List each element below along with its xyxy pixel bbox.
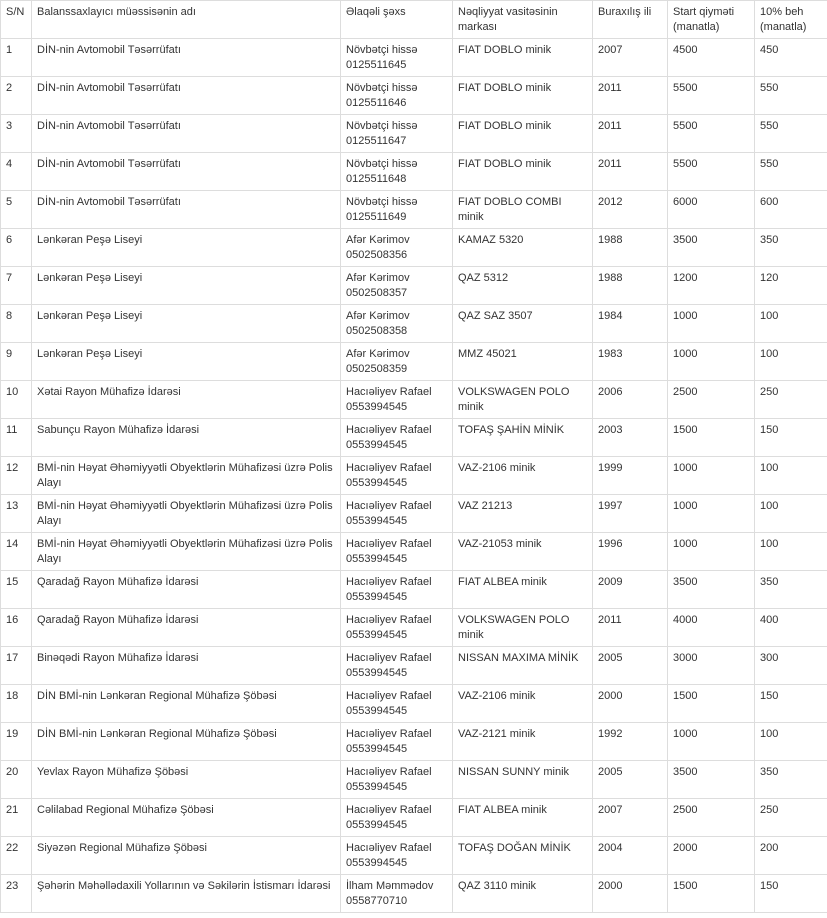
table-row xyxy=(1,609,827,647)
cell-start-price: 3500 xyxy=(668,761,755,799)
cell-contact xyxy=(341,191,453,229)
table-row xyxy=(1,343,827,381)
cell-vehicle-brand: VAZ-2106 minik xyxy=(453,685,593,723)
cell-year: 2012 xyxy=(593,191,668,229)
header-sn: S/N xyxy=(1,1,32,39)
cell-organization: BMİ-nin Həyat Əhəmiyyətli Obyektlərin Mühafizəsi üzrə Polis Alayı xyxy=(32,457,341,495)
cell-start-price: 5500 xyxy=(668,77,755,115)
cell-organization: DİN-nin Avtomobil Təsərrüfatı xyxy=(32,39,341,77)
cell-start-price: 1000 xyxy=(668,457,755,495)
cell-sn: 22 xyxy=(1,837,32,875)
cell-start-price: 1500 xyxy=(668,875,755,913)
table-row xyxy=(1,761,827,799)
cell-sn: 6 xyxy=(1,229,32,267)
contact-name: Hacıəliyev Rafael xyxy=(346,538,432,550)
cell-start-price: 1200 xyxy=(668,267,755,305)
cell-start-price: 1000 xyxy=(668,343,755,381)
cell-contact xyxy=(341,267,453,305)
cell-deposit: 100 xyxy=(755,343,827,381)
contact-phone: 0125511648 xyxy=(346,173,407,185)
contact-name: Hacıəliyev Rafael xyxy=(346,652,432,664)
contact-phone: 0553994545 xyxy=(346,629,408,641)
cell-start-price: 3500 xyxy=(668,571,755,609)
cell-start-price: 5500 xyxy=(668,153,755,191)
cell-start-price: 1000 xyxy=(668,723,755,761)
cell-deposit: 150 xyxy=(755,875,827,913)
cell-start-price: 2500 xyxy=(668,381,755,419)
cell-contact xyxy=(341,39,453,77)
cell-year: 2007 xyxy=(593,39,668,77)
cell-deposit: 100 xyxy=(755,305,827,343)
cell-organization: BMİ-nin Həyat Əhəmiyyətli Obyektlərin Mühafizəsi üzrə Polis Alayı xyxy=(32,495,341,533)
cell-organization: Lənkəran Peşə Liseyi xyxy=(32,305,341,343)
cell-vehicle-brand: FIAT DOBLO minik xyxy=(453,115,593,153)
contact-name: Afər Kərimov xyxy=(346,234,410,246)
cell-start-price: 2500 xyxy=(668,799,755,837)
contact-phone: 0553994545 xyxy=(346,743,408,755)
cell-vehicle-brand: VAZ-2106 minik xyxy=(453,457,593,495)
cell-year: 2000 xyxy=(593,685,668,723)
cell-contact xyxy=(341,381,453,419)
cell-deposit: 550 xyxy=(755,77,827,115)
cell-contact xyxy=(341,723,453,761)
cell-contact xyxy=(341,533,453,571)
cell-sn: 14 xyxy=(1,533,32,571)
cell-year: 2005 xyxy=(593,761,668,799)
table-row xyxy=(1,419,827,457)
cell-vehicle-brand: VAZ-21053 minik xyxy=(453,533,593,571)
cell-vehicle-brand: FIAT DOBLO minik xyxy=(453,153,593,191)
table-row xyxy=(1,305,827,343)
cell-sn: 9 xyxy=(1,343,32,381)
cell-deposit: 350 xyxy=(755,229,827,267)
table-row xyxy=(1,495,827,533)
cell-organization: Siyəzən Regional Mühafizə Şöbəsi xyxy=(32,837,341,875)
cell-vehicle-brand: FIAT DOBLO minik xyxy=(453,77,593,115)
table-row xyxy=(1,837,827,875)
cell-deposit: 150 xyxy=(755,685,827,723)
cell-deposit: 250 xyxy=(755,799,827,837)
cell-organization: BMİ-nin Həyat Əhəmiyyətli Obyektlərin Mühafizəsi üzrə Polis Alayı xyxy=(32,533,341,571)
contact-phone: 0125511645 xyxy=(346,59,407,71)
cell-sn: 7 xyxy=(1,267,32,305)
table-row xyxy=(1,39,827,77)
contact-phone: 0553994545 xyxy=(346,439,408,451)
cell-vehicle-brand: FIAT DOBLO minik xyxy=(453,39,593,77)
header-contact: Əlaqəli şəxs xyxy=(341,1,453,39)
cell-contact xyxy=(341,495,453,533)
cell-deposit: 120 xyxy=(755,267,827,305)
cell-deposit: 100 xyxy=(755,723,827,761)
cell-sn: 8 xyxy=(1,305,32,343)
cell-deposit: 100 xyxy=(755,495,827,533)
contact-name: Növbətçi hissə xyxy=(346,82,418,94)
contact-name: Hacıəliyev Rafael xyxy=(346,728,432,740)
cell-organization: Xətai Rayon Mühafizə İdarəsi xyxy=(32,381,341,419)
cell-start-price: 6000 xyxy=(668,191,755,229)
contact-name: Hacıəliyev Rafael xyxy=(346,424,432,436)
cell-sn: 21 xyxy=(1,799,32,837)
cell-year: 2000 xyxy=(593,875,668,913)
contact-name: Hacıəliyev Rafael xyxy=(346,804,432,816)
cell-deposit: 450 xyxy=(755,39,827,77)
cell-start-price: 5500 xyxy=(668,115,755,153)
table-row xyxy=(1,457,827,495)
contact-phone: 0553994545 xyxy=(346,857,408,869)
cell-deposit: 600 xyxy=(755,191,827,229)
contact-phone: 0125511647 xyxy=(346,135,407,147)
cell-year: 1983 xyxy=(593,343,668,381)
contact-phone: 0553994545 xyxy=(346,553,408,565)
contact-name: Afər Kərimov xyxy=(346,310,410,322)
cell-deposit: 150 xyxy=(755,419,827,457)
header-organization: Balanssaxlayıcı müəssisənin adı xyxy=(32,1,341,39)
cell-vehicle-brand: KAMAZ 5320 xyxy=(453,229,593,267)
cell-year: 1992 xyxy=(593,723,668,761)
contact-name: Hacıəliyev Rafael xyxy=(346,766,432,778)
cell-contact xyxy=(341,647,453,685)
cell-year: 1999 xyxy=(593,457,668,495)
cell-sn: 1 xyxy=(1,39,32,77)
table-row xyxy=(1,153,827,191)
cell-organization: DİN BMİ-nin Lənkəran Regional Mühafizə Şöbəsi xyxy=(32,685,341,723)
cell-sn: 5 xyxy=(1,191,32,229)
header-deposit: 10% beh (manatla) xyxy=(755,1,827,39)
cell-organization: Qaradağ Rayon Mühafizə İdarəsi xyxy=(32,571,341,609)
table-row xyxy=(1,229,827,267)
cell-start-price: 4000 xyxy=(668,609,755,647)
cell-contact xyxy=(341,457,453,495)
cell-year: 2004 xyxy=(593,837,668,875)
contact-phone: 0125511646 xyxy=(346,97,407,109)
cell-sn: 19 xyxy=(1,723,32,761)
cell-deposit: 250 xyxy=(755,381,827,419)
cell-vehicle-brand: VAZ 21213 xyxy=(453,495,593,533)
cell-contact xyxy=(341,153,453,191)
cell-start-price: 3500 xyxy=(668,229,755,267)
cell-start-price: 3000 xyxy=(668,647,755,685)
cell-sn: 3 xyxy=(1,115,32,153)
cell-vehicle-brand: VOLKSWAGEN POLO minik xyxy=(453,381,593,419)
cell-organization: Lənkəran Peşə Liseyi xyxy=(32,343,341,381)
cell-start-price: 1500 xyxy=(668,685,755,723)
table-row xyxy=(1,799,827,837)
table-body xyxy=(1,39,827,913)
cell-sn: 10 xyxy=(1,381,32,419)
table-header-row xyxy=(1,1,827,39)
cell-start-price: 1500 xyxy=(668,419,755,457)
contact-phone: 0553994545 xyxy=(346,819,408,831)
cell-vehicle-brand: FIAT ALBEA minik xyxy=(453,799,593,837)
contact-phone: 0502508358 xyxy=(346,325,408,337)
cell-vehicle-brand: FIAT ALBEA minik xyxy=(453,571,593,609)
table-row xyxy=(1,533,827,571)
contact-name: Hacıəliyev Rafael xyxy=(346,500,432,512)
cell-organization: Cəlilabad Regional Mühafizə Şöbəsi xyxy=(32,799,341,837)
cell-vehicle-brand: VAZ-2121 minik xyxy=(453,723,593,761)
cell-contact xyxy=(341,571,453,609)
cell-deposit: 350 xyxy=(755,571,827,609)
table-row xyxy=(1,115,827,153)
table-row xyxy=(1,77,827,115)
contact-name: Hacıəliyev Rafael xyxy=(346,690,432,702)
contact-name: Növbətçi hissə xyxy=(346,158,418,170)
cell-organization: DİN-nin Avtomobil Təsərrüfatı xyxy=(32,115,341,153)
cell-year: 1984 xyxy=(593,305,668,343)
cell-year: 2005 xyxy=(593,647,668,685)
cell-vehicle-brand: VOLKSWAGEN POLO minik xyxy=(453,609,593,647)
cell-sn: 2 xyxy=(1,77,32,115)
cell-year: 2006 xyxy=(593,381,668,419)
cell-organization: DİN-nin Avtomobil Təsərrüfatı xyxy=(32,191,341,229)
cell-vehicle-brand: QAZ SAZ 3507 xyxy=(453,305,593,343)
cell-organization: Yevlax Rayon Mühafizə Şöbəsi xyxy=(32,761,341,799)
contact-name: Hacıəliyev Rafael xyxy=(346,386,432,398)
cell-start-price: 2000 xyxy=(668,837,755,875)
cell-vehicle-brand: NISSAN MAXIMA MİNİK xyxy=(453,647,593,685)
contact-phone: 0502508359 xyxy=(346,363,408,375)
cell-year: 1988 xyxy=(593,267,668,305)
contact-phone: 0502508357 xyxy=(346,287,408,299)
cell-year: 2011 xyxy=(593,115,668,153)
cell-vehicle-brand: NISSAN SUNNY minik xyxy=(453,761,593,799)
cell-vehicle-brand: QAZ 3110 minik xyxy=(453,875,593,913)
cell-year: 2003 xyxy=(593,419,668,457)
cell-deposit: 300 xyxy=(755,647,827,685)
contact-name: Hacıəliyev Rafael xyxy=(346,842,432,854)
cell-sn: 13 xyxy=(1,495,32,533)
contact-phone: 0553994545 xyxy=(346,667,408,679)
cell-sn: 20 xyxy=(1,761,32,799)
cell-organization: Şəhərin Məhəllədaxili Yollarının və Səkilərin İstismarı İdarəsi xyxy=(32,875,341,913)
contact-phone: 0502508356 xyxy=(346,249,408,261)
cell-year: 2011 xyxy=(593,609,668,647)
cell-organization: Lənkəran Peşə Liseyi xyxy=(32,267,341,305)
cell-sn: 17 xyxy=(1,647,32,685)
contact-name: Afər Kərimov xyxy=(346,348,410,360)
cell-deposit: 100 xyxy=(755,533,827,571)
cell-start-price: 1000 xyxy=(668,305,755,343)
cell-organization: Binəqədi Rayon Mühafizə İdarəsi xyxy=(32,647,341,685)
cell-deposit: 400 xyxy=(755,609,827,647)
cell-sn: 11 xyxy=(1,419,32,457)
cell-organization: Lənkəran Peşə Liseyi xyxy=(32,229,341,267)
table-row xyxy=(1,685,827,723)
table-row xyxy=(1,571,827,609)
contact-name: Növbətçi hissə xyxy=(346,196,418,208)
cell-year: 2007 xyxy=(593,799,668,837)
cell-contact xyxy=(341,77,453,115)
cell-start-price: 4500 xyxy=(668,39,755,77)
contact-phone: 0558770710 xyxy=(346,895,408,907)
table-row xyxy=(1,267,827,305)
header-year: Buraxılış ili xyxy=(593,1,668,39)
table-row xyxy=(1,875,827,913)
cell-year: 2009 xyxy=(593,571,668,609)
cell-vehicle-brand: TOFAŞ ŞAHİN MİNİK xyxy=(453,419,593,457)
cell-deposit: 550 xyxy=(755,153,827,191)
cell-contact xyxy=(341,343,453,381)
cell-organization: DİN-nin Avtomobil Təsərrüfatı xyxy=(32,77,341,115)
table-row xyxy=(1,191,827,229)
cell-contact xyxy=(341,229,453,267)
cell-deposit: 200 xyxy=(755,837,827,875)
cell-vehicle-brand: FIAT DOBLO COMBI minik xyxy=(453,191,593,229)
cell-contact xyxy=(341,609,453,647)
cell-organization: DİN-nin Avtomobil Təsərrüfatı xyxy=(32,153,341,191)
contact-phone: 0553994545 xyxy=(346,705,408,717)
cell-start-price: 1000 xyxy=(668,495,755,533)
cell-contact xyxy=(341,305,453,343)
cell-contact xyxy=(341,875,453,913)
cell-contact xyxy=(341,685,453,723)
cell-year: 2011 xyxy=(593,153,668,191)
table-row xyxy=(1,381,827,419)
cell-year: 1996 xyxy=(593,533,668,571)
cell-vehicle-brand: QAZ 5312 xyxy=(453,267,593,305)
cell-contact xyxy=(341,761,453,799)
cell-sn: 4 xyxy=(1,153,32,191)
contact-phone: 0553994545 xyxy=(346,781,408,793)
cell-deposit: 100 xyxy=(755,457,827,495)
cell-vehicle-brand: MMZ 45021 xyxy=(453,343,593,381)
header-vehicle-brand: Nəqliyyat vasitəsinin markası xyxy=(453,1,593,39)
contact-name: Hacıəliyev Rafael xyxy=(346,614,432,626)
contact-phone: 0553994545 xyxy=(346,591,408,603)
contact-name: Hacıəliyev Rafael xyxy=(346,462,432,474)
contact-name: Növbətçi hissə xyxy=(346,120,418,132)
cell-year: 1997 xyxy=(593,495,668,533)
cell-sn: 16 xyxy=(1,609,32,647)
cell-sn: 18 xyxy=(1,685,32,723)
cell-sn: 12 xyxy=(1,457,32,495)
cell-organization: DİN BMİ-nin Lənkəran Regional Mühafizə Şöbəsi xyxy=(32,723,341,761)
contact-name: İlham Məmmədov xyxy=(346,880,434,892)
contact-name: Hacıəliyev Rafael xyxy=(346,576,432,588)
cell-year: 2011 xyxy=(593,77,668,115)
contact-name: Növbətçi hissə xyxy=(346,44,418,56)
cell-vehicle-brand: TOFAŞ DOĞAN MİNİK xyxy=(453,837,593,875)
cell-sn: 23 xyxy=(1,875,32,913)
contact-phone: 0553994545 xyxy=(346,401,408,413)
cell-contact xyxy=(341,799,453,837)
cell-organization: Qaradağ Rayon Mühafizə İdarəsi xyxy=(32,609,341,647)
cell-deposit: 350 xyxy=(755,761,827,799)
cell-organization: Sabunçu Rayon Mühafizə İdarəsi xyxy=(32,419,341,457)
cell-contact xyxy=(341,837,453,875)
cell-sn: 15 xyxy=(1,571,32,609)
cell-contact xyxy=(341,115,453,153)
cell-year: 1988 xyxy=(593,229,668,267)
contact-phone: 0553994545 xyxy=(346,477,408,489)
cell-start-price: 1000 xyxy=(668,533,755,571)
contact-phone: 0553994545 xyxy=(346,515,408,527)
cell-deposit: 550 xyxy=(755,115,827,153)
table-row xyxy=(1,647,827,685)
table-row xyxy=(1,723,827,761)
header-start-price: Start qiymәti (manatla) xyxy=(668,1,755,39)
contact-name: Afər Kərimov xyxy=(346,272,410,284)
cell-contact xyxy=(341,419,453,457)
contact-phone: 0125511649 xyxy=(346,211,407,223)
